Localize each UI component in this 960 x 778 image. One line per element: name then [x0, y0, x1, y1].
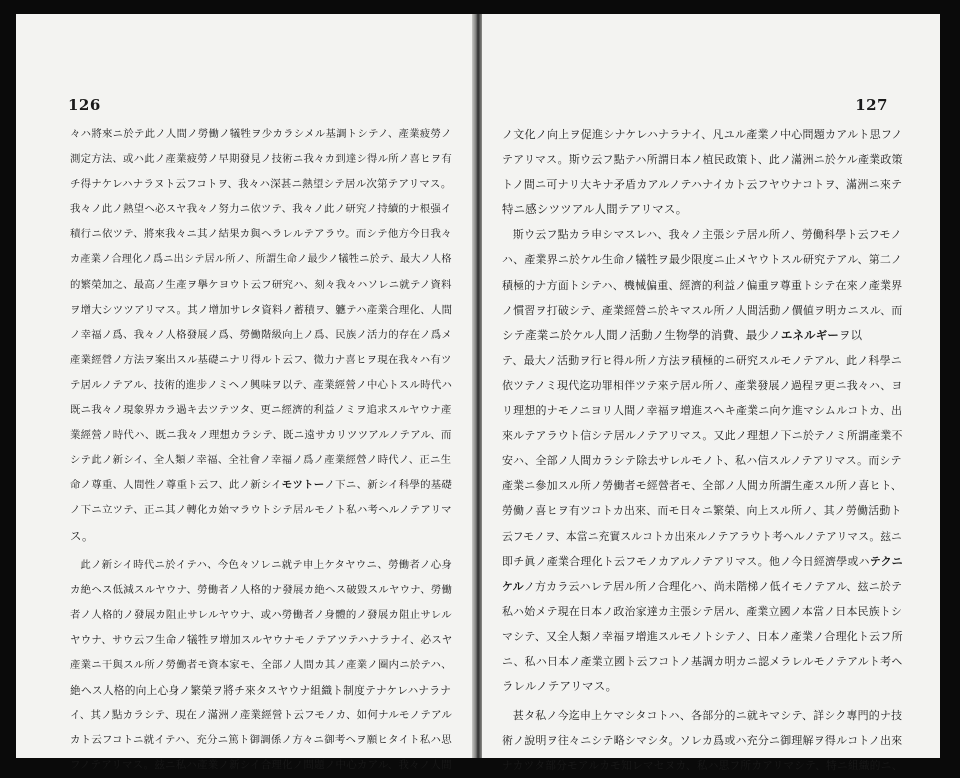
text-segment: シテ產業ニ於ケル人間ノ活動ノ生物學的消費、最少ノ	[502, 327, 781, 342]
text-line: 此ノ新シイ時代ニ於イテハ、今色々ソレニ就テ申上ケタヤウニ、勞働者ノ心身	[80, 558, 453, 571]
text-line: テアリマス。斯ウ云フ點テハ所謂日本ノ植民政策ト、此ノ滿洲ニ於ケル產業政策	[502, 153, 903, 167]
text-line: ナカツタ部分モアルカモ知レマセヌカ、私ハ思フ所カアリマシテ、特ニ組織的ニ、	[502, 759, 903, 773]
text-line: 測定方法、或ハ此ノ產業疲勞ノ早期發見ノ技術ニ我々カ到達シ得ル所ノ喜ヒヲ有	[70, 153, 452, 166]
page-body	[70, 122, 455, 778]
text-line	[502, 549, 906, 574]
text-line: 々ハ將來ニ於テ此ノ人間ノ勞働ノ犠牲ヲ少カラシメル基調トシテノ、產業疲勞ノ	[70, 128, 452, 140]
text-line: 勞働ノ喜ヒヲ有ツコトカ出來、而モ日々ニ繁榮、向上スル所ノ、其ノ勞働活動ト	[502, 504, 902, 518]
text-line: カト云フコトニ就イテハ、充分ニ篤ト御調係ノ方々ニ御考ヘヲ願ヒタイト私ハ思	[70, 734, 452, 747]
left-page	[16, 14, 472, 772]
text-line: テ居ルノテアル、技術的進步ノミヘノ興味ヲ以テ、產業經營ノ中心トスル時代ハ	[70, 378, 453, 391]
right-page	[482, 14, 940, 773]
text-segment: ノ方カラ云ハレテ居ル所ノ合理化ハ、尚未階梯ノ低イモノテアル、玆ニ於テ	[523, 579, 903, 593]
paragraph	[502, 222, 906, 699]
text-line: ハ、產業界ニ於ケル生命ノ犠牲ヲ最少限度ニ止メヤウトスル研究テアル、第二ノ	[502, 253, 903, 267]
text-line: 絶ヘス人格的向上心身ノ繁榮ヲ將チ來タスヤウナ組織ト制度テナケレハナラナ	[70, 684, 452, 698]
text-line: 產業ニ干與スル所ノ勞働者モ資本家モ、全部ノ人間カ其ノ產業ノ圈内ニ於テハ、	[70, 658, 452, 671]
text-line: ノ文化ノ向上ヲ促進シナケレハナラナイ、凡ユル產業ノ中心問題カアルト思フノ	[502, 128, 903, 141]
page-number: 126	[68, 96, 101, 114]
text-line: ノ慣習ヲ打破シテ、產業經營ニ於キマスル所ノ人間活動ノ價値ヲ明カニスル、而	[502, 303, 903, 317]
book-gutter	[472, 14, 482, 758]
text-line: 積行ニ依ツテ、將來我々ニ其ノ結果カ與ヘラレルテアラウ。而シテ他方今日我々	[70, 228, 452, 241]
text-line: マシテ、又全人類ノ幸福ヲ增進スルモノトシテノ、日本ノ產業ノ合理化ト云フ所	[502, 629, 903, 643]
page-number: 127	[855, 96, 888, 114]
paragraph	[70, 553, 455, 778]
text-line: ス。	[70, 528, 94, 543]
text-line: ラレルノテアリマス。	[502, 679, 618, 694]
text-line: 我々ノ此ノ熱望ヘ必スヤ我々ノ努力ニ依ツテ、我々ノ此ノ研究ノ持續的ナ根强イ	[70, 203, 452, 216]
text-line: ヲ增大シツツアリマス。其ノ增加サレタ資料ノ蓄積ヲ、軈テハ產業合理化、人間	[70, 303, 453, 316]
text-segment: 命ノ尊重、人間性ノ尊重ト云フ、此ノ新シイ	[70, 479, 282, 492]
text-line: ノ幸福ノ爲、我々ノ人格發展ノ爲、勞働階級向上ノ爲、民族ノ活力的存在ノ爲メ	[70, 328, 452, 341]
bold-term: テクニ	[869, 554, 903, 568]
paragraph	[502, 703, 906, 778]
bold-term: モツトー	[281, 479, 325, 492]
text-line: カ產業ノ合理化ノ爲ニ出シテ居ル所ノ、所謂生命ノ最少ノ犠牲ニ於テ、最大ノ人格	[70, 254, 452, 266]
text-line: 術ノ說明ヲ往々ニシテ略シマシタ。ソレカ爲或ハ充分ニ御理解ヲ得ルコトノ出來	[502, 734, 903, 748]
text-line: 特ニ感シツツアル人間テアリマス。	[502, 202, 688, 217]
paragraph	[70, 122, 455, 549]
text-line: 來ルテアラウト信シテ居ルノテアリマス。又此ノ理想ノ下ニ於テノミ所謂產業不	[502, 429, 903, 443]
text-line: 積極的ナ方面トシテハ、機械偏重、經濟的利益ノ偏重ヲ尊重トシテ在來ノ產業界	[502, 278, 903, 292]
text-line	[502, 323, 906, 348]
text-line: 既ニ我々ノ現象界カラ過キ去ツテツタ、更ニ經濟的利益ノミヲ追求スルヤウナ產	[70, 404, 452, 417]
text-line: 依ツテノミ現代迄功罪相伴ツテ來テ居ル所ノ、產業發展ノ過程ヲ更ニ我々ハ、ヨ	[502, 378, 903, 392]
text-line: シテ此ノ新シイ、全人類ノ幸福、全社會ノ幸福ノ爲ノ產業經營ノ時代ノ、正ニ生	[70, 454, 452, 467]
text-line: 產業經營ノ方法ヲ案出スル基礎ニナリ得ルト云フ、微力ナ喜ヒヲ現在我々ハ有ツ	[70, 353, 452, 366]
bold-term: ケル	[502, 579, 524, 593]
text-line: 私ハ始メテ現在日本ノ政治家達カ主張シテ居ル、產業立國ノ本當ノ日本民族トシ	[502, 604, 903, 618]
text-line: 云フモノヲ、本當ニ充實スルコトカ出來ルノテアラウト考ヘルノテアリマス。玆ニ	[502, 529, 903, 543]
text-segment: ノ下ニ、新シイ科學的基礎	[324, 479, 453, 492]
text-line: ヤウナ、サウ云フ生命ノ犠牲ヲ增加スルヤウナモノテアツテハナラナイ、必スヤ	[70, 633, 453, 646]
page-body	[502, 122, 906, 778]
text-line: イ、其ノ點カラシテ、現在ノ滿洲ノ產業經營ト云フモノカ、如何ナルモノテアル	[70, 709, 453, 722]
text-line: 斯ウ云フ點カラ申シマスレハ、我々ノ主張シテ居ル所ノ、勞働科學ト云フモノ	[512, 228, 902, 242]
text-line: トノ間ニ可ナリ大キナ矛盾カアルノテハナイカト云フヤウナコトヲ、滿洲ニ來テ	[502, 178, 903, 192]
text-segment: 即チ眞ノ產業合理化ト云フモノカアルノテアリマス。他ノ今日經濟學或ハ	[502, 554, 870, 568]
text-line: 者ノ人格的ノ發展カ阻止サレルヤウナ、或ハ勞働者ノ身體的ノ發展カ阻止サレル	[70, 608, 452, 621]
paragraph	[502, 122, 906, 222]
text-line: 業經營ノ時代ハ、既ニ我々ノ理想カラシテ、既ニ遠サカリツツアルノテアル、而	[70, 429, 452, 442]
text-line: 產業ニ參加スル所ノ勞働者モ經營者モ、全部ノ人間カ所謂生產スル所ノ喜ヒト、	[502, 479, 902, 493]
text-line: 甚タ私ノ今迄申上ケマシタコトハ、各部分的ニ就キマシテ、詳シク專門的ナ技	[512, 709, 903, 723]
text-line: ニ、私ハ日本ノ產業立國ト云フコトノ基調カ明カニ認メラレルモノテアルト考ヘ	[502, 654, 903, 668]
text-segment: ヲ以	[839, 327, 863, 342]
text-line: 安ハ、全部ノ人間カラシテ除去サレルモノト、私ハ信スルノテアリマス。而シテ	[502, 454, 902, 468]
text-line: リ理想的ナモノニヨリ人間ノ幸福ヲ增進スヘキ產業ニ向ケ進マシムルコトカ、出	[502, 404, 903, 418]
text-line: 的繁榮加之、最高ノ生產ヲ擧ケヨウト云フ研究ハ、刻々我々ハソレニ就テノ資料	[70, 278, 452, 291]
text-line: ノ下ニ立ツテ、正ニ其ノ轉化カ始マラウトシテ居ルモノト私ハ考ヘルノテアリマ	[70, 504, 452, 517]
text-line: フノテアリマス。玆ニ私ハ產業ノ新シイ合理化ノ問題ノ中心カアル、我々ノ人間	[70, 759, 452, 772]
text-line	[502, 574, 906, 599]
text-line: チ得ナケレハナラヌト云フコトヲ、我々ハ深甚ニ熱望シテ居ル次第テアリマス。	[70, 178, 452, 191]
text-line: テ、最大ノ活動ヲ行ヒ得ル所ノ方法ヲ積極的ニ研究スルモノテアル、此ノ科學ニ	[502, 353, 903, 367]
text-line: カ絶ヘス低減スルヤウナ、勞働者ノ人格的ナ發展カ絶ヘス破毀スルヤウナ、勞働	[70, 583, 453, 596]
bold-term: エネルギー	[780, 327, 840, 342]
text-line	[70, 473, 455, 498]
